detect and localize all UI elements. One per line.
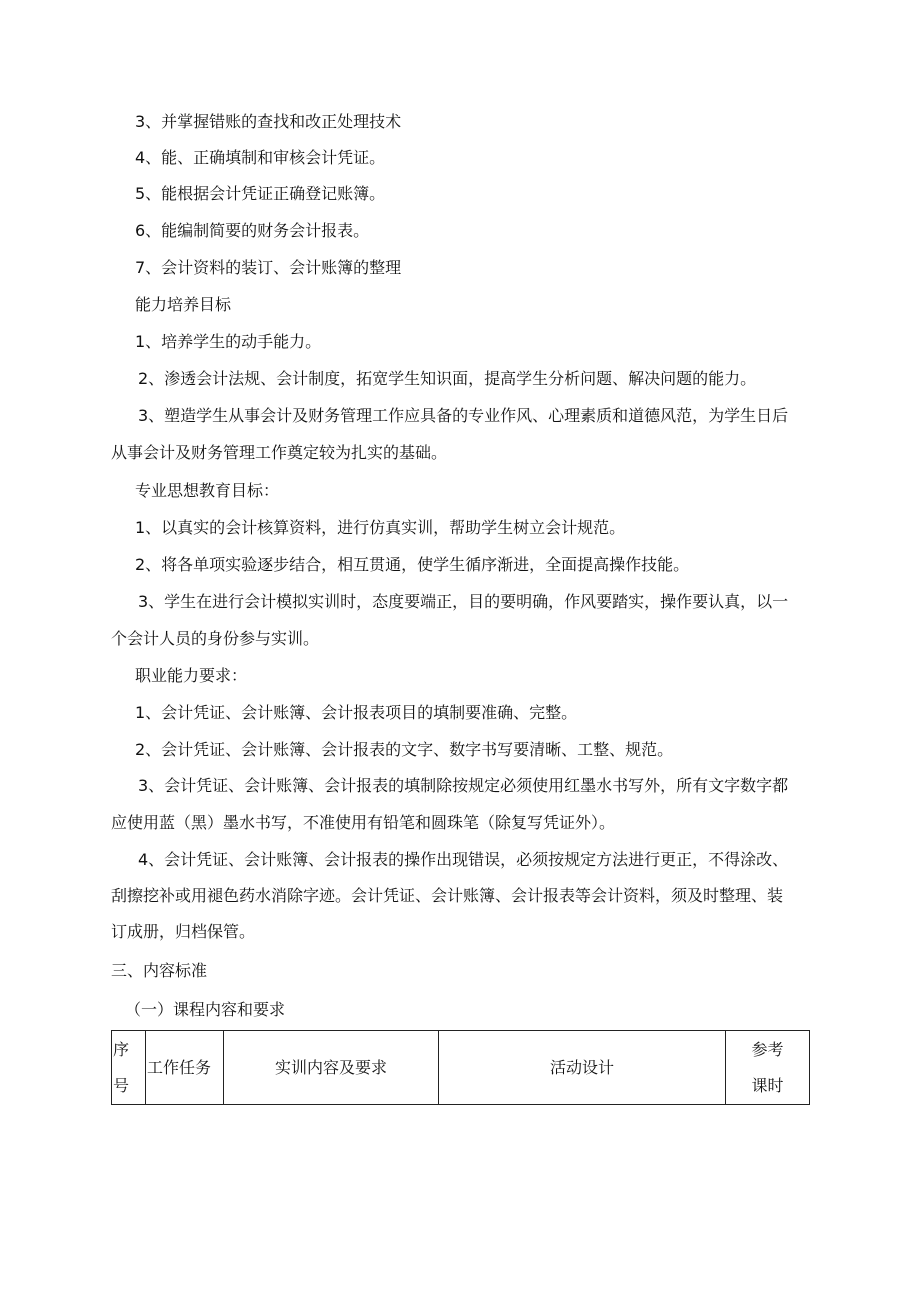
ability-goal-2: 2、渗透会计法规、会计制度，拓宽学生知识面，提高学生分析问题、解决问题的能力。 — [138, 369, 757, 388]
ideology-goals-heading: 专业思想教育目标： — [135, 481, 280, 500]
ideology-goal-1: 1、以真实的会计核算资料，进行仿真实训，帮助学生树立会计规范。 — [135, 518, 626, 537]
ideology-goal-3-line1: 3、学生在进行会计模拟实训时，态度要端正，目的要明确，作风要踏实，操作要认真，以一 — [138, 592, 789, 611]
vocational-requirement-3-line1: 3、会计凭证、会计账簿、会计报表的填制除按规定必须使用红墨水书写外，所有文字数字都 — [138, 776, 789, 795]
vocational-requirement-4-line1: 4、会计凭证、会计账簿、会计报表的操作出现错误，必须按规定方法进行更正，不得涂改、 — [138, 850, 789, 869]
skills-item-3: 3、并掌握错账的查找和改正处理技术 — [135, 112, 402, 131]
table-header-row — [112, 1031, 810, 1105]
header-seq-line2: 号 — [113, 1075, 130, 1095]
vocational-requirement-1: 1、会计凭证、会计账簿、会计报表项目的填制要准确、完整。 — [135, 703, 578, 722]
header-seq — [112, 1031, 146, 1105]
vocational-requirements-heading: 职业能力要求： — [135, 666, 248, 685]
vocational-requirement-2: 2、会计凭证、会计账簿、会计报表的文字、数字书写要清晰、工整、规范。 — [135, 740, 674, 759]
skills-item-5: 5、能根据会计凭证正确登记账簿。 — [135, 184, 386, 203]
header-hours — [726, 1031, 810, 1105]
section-subheading: （一）课程内容和要求 — [125, 1000, 286, 1019]
header-content: 实训内容及要求 — [224, 1031, 439, 1105]
skills-item-7: 7、会计资料的装订、会计账簿的整理 — [135, 258, 402, 277]
header-hours-line1: 参考 — [751, 1039, 784, 1059]
header-hours-line2: 课时 — [751, 1075, 784, 1095]
ability-goal-1: 1、培养学生的动手能力。 — [135, 332, 322, 351]
vocational-requirement-4-line3: 订成册，归档保管。 — [111, 922, 256, 941]
course-content-table — [111, 1030, 810, 1105]
ideology-goal-3-line2: 个会计人员的身份参与实训。 — [111, 629, 320, 648]
ability-goal-3-line1: 3、塑造学生从事会计及财务管理工作应具备的专业作风、心理素质和道德风范，为学生日后 — [138, 406, 789, 425]
skills-item-6: 6、能编制简要的财务会计报表。 — [135, 221, 370, 240]
section-heading: 三、内容标准 — [111, 961, 208, 980]
vocational-requirement-4-line2: 刮擦挖补或用褪色药水消除字迹。会计凭证、会计账簿、会计报表等会计资料，须及时整理、装 — [111, 886, 784, 905]
ideology-goal-2: 2、将各单项实验逐步结合，相互贯通，使学生循序渐进，全面提高操作技能。 — [135, 555, 690, 574]
skills-item-4: 4、能、正确填制和审核会计凭证。 — [135, 148, 386, 167]
vocational-requirement-3-line2: 应使用蓝（黑）墨水书写，不准使用有铅笔和圆珠笔（除复写凭证外）。 — [111, 813, 616, 832]
ability-goals-heading: 能力培养目标 — [135, 295, 232, 314]
header-seq-line1: 序 — [113, 1039, 130, 1059]
header-activity: 活动设计 — [439, 1031, 726, 1105]
header-task: 工作任务 — [146, 1031, 224, 1105]
ability-goal-3-line2: 从事会计及财务管理工作奠定较为扎实的基础。 — [111, 443, 448, 462]
